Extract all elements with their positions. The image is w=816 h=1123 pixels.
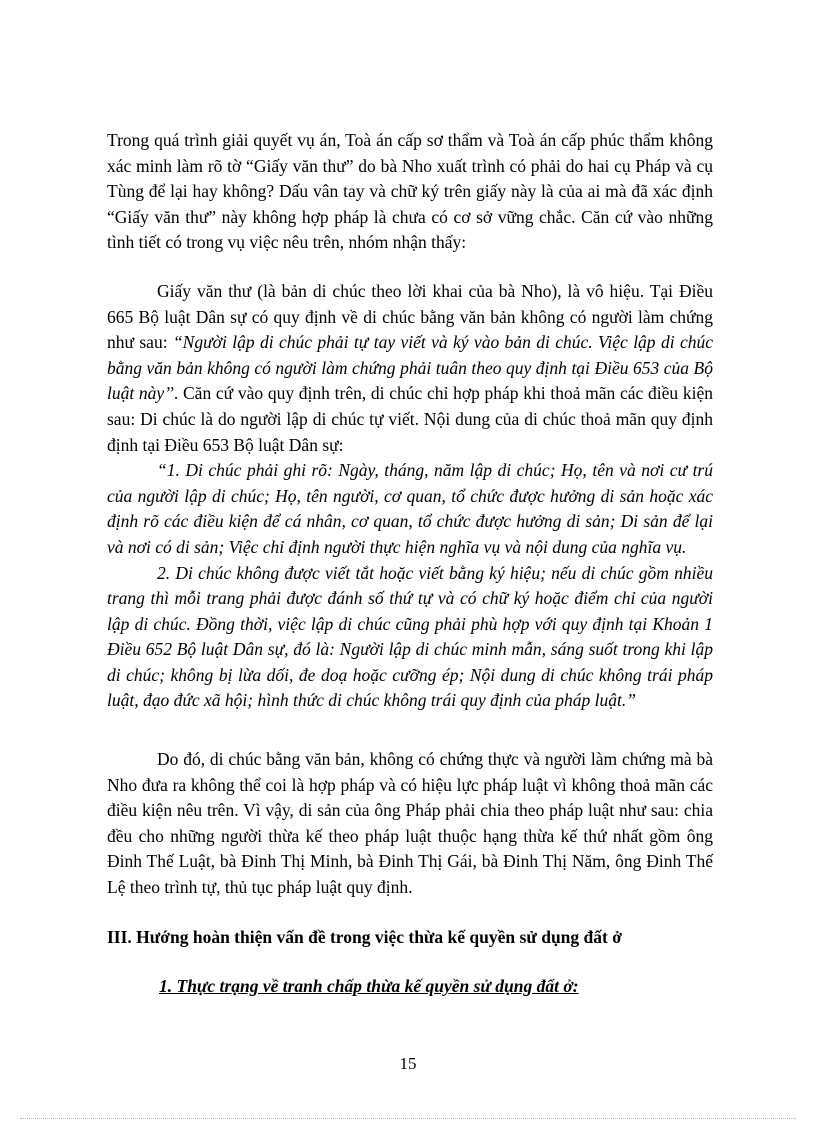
page-number: 15 (399, 1054, 417, 1073)
paragraph-2-text-end: . Căn cứ vào quy định trên, di chúc chỉ hợp pháp khi thoả mãn các điều kiện sau: Di chúc là do người lập di chúc tự viết. Nội dung của di chúc thoả mãn quy định định tại Điều 653 Bộ luật Dân sự: (107, 383, 713, 455)
paragraph-spacer (107, 950, 713, 973)
subsection-heading: 1. Thực trạng về tranh chấp thừa kế quyền sử dụng đất ở: (159, 975, 579, 996)
page-bottom-border (20, 1118, 796, 1119)
paragraph-2-text-start: Giấy văn thư (là bản di chúc theo lời khai của bà Nho), là vô hiệu. Tại Điều 665 Bộ luật Dân sự có quy định về di chúc bằng văn bản không có người làm chứng như sau: (107, 280, 713, 353)
paragraph-spacer (107, 256, 713, 279)
paragraph-spacer (107, 901, 713, 924)
paragraph-1: Trong quá trình giải quyết vụ án, Toà án cấp sơ thẩm và Toà án cấp phúc thẩm không xác minh làm rõ tờ “Giấy văn thư” do bà Nho xuất trình có phải do hai cụ Pháp và cụ Tùng để lại hay không? Dấu vân tay và chữ ký trên giấy này là của ai mà đã xác định “Giấy văn thư” này không hợp pháp là chưa có cơ sở vững chắc. Căn cứ vào những tình tiết có trong vụ việc nêu trên, nhóm nhận thấy: (107, 130, 713, 253)
quote-clause-1: “1. Di chúc phải ghi rõ: Ngày, tháng, năm lập di chúc; Họ, tên và nơi cư trú của người lập di chúc; Họ, tên người, cơ quan, tổ chức được hưởng di sản hoặc xác định rõ các điều kiện để cá nhân, cơ quan, tổ chức được hưởng di sản; Di sản để lại và nơi có di sản; Việc chỉ định người thực hiện nghĩa vụ và nội dung của nghĩa vụ. (107, 460, 713, 557)
quote-clause-2: 2. Di chúc không được viết tắt hoặc viết bằng ký hiệu; nếu di chúc gồm nhiều trang thì mỗi trang phải được đánh số thứ tự và có chữ ký hoặc điểm chỉ của người lập di chúc. Đồng thời, việc lập di chúc cũng phải phù hợp với quy định tại Khoản 1 Điều 652 Bộ luật Dân sự, đó là: Người lập di chúc minh mẫn, sáng suốt trong khi lập di chúc; không bị lừa dối, đe doạ hoặc cưỡng ép; Nội dung di chúc không trái pháp luật, đạo đức xã hội; hình thức di chúc không trái quy định của pháp luật.” (107, 562, 713, 711)
paragraph-3: Do đó, di chúc bằng văn bản, không có chứng thực và người làm chứng mà bà Nho đưa ra không thể coi là hợp pháp và có hiệu lực pháp luật vì không thoả mãn các điều kiện nêu trên. Vì vậy, di sản của ông Pháp phải chia theo pháp luật như sau: chia đều cho những người thừa kế theo pháp luật thuộc hạng thừa kế thứ nhất gồm ông Đinh Thế Luật, bà Đinh Thị Minh, bà Đinh Thị Gái, bà Đinh Thị Năm, ông Đinh Thế Lệ theo trình tự, thủ tục pháp luật quy định. (107, 749, 713, 898)
section-heading: III. Hướng hoàn thiện vấn đề trong việc thừa kế quyền sử dụng đất ở (107, 926, 622, 947)
document-body (107, 128, 713, 999)
paragraph-2 (107, 279, 713, 458)
paragraph-2-quote: “Người lập di chúc phải tự tay viết và ký vào bản di chúc. Việc lập di chúc bằng văn bản không có người làm chứng phải tuân theo quy định tại Điều 653 của Bộ luật này’’ (107, 332, 713, 404)
paragraph-spacer (107, 714, 713, 747)
